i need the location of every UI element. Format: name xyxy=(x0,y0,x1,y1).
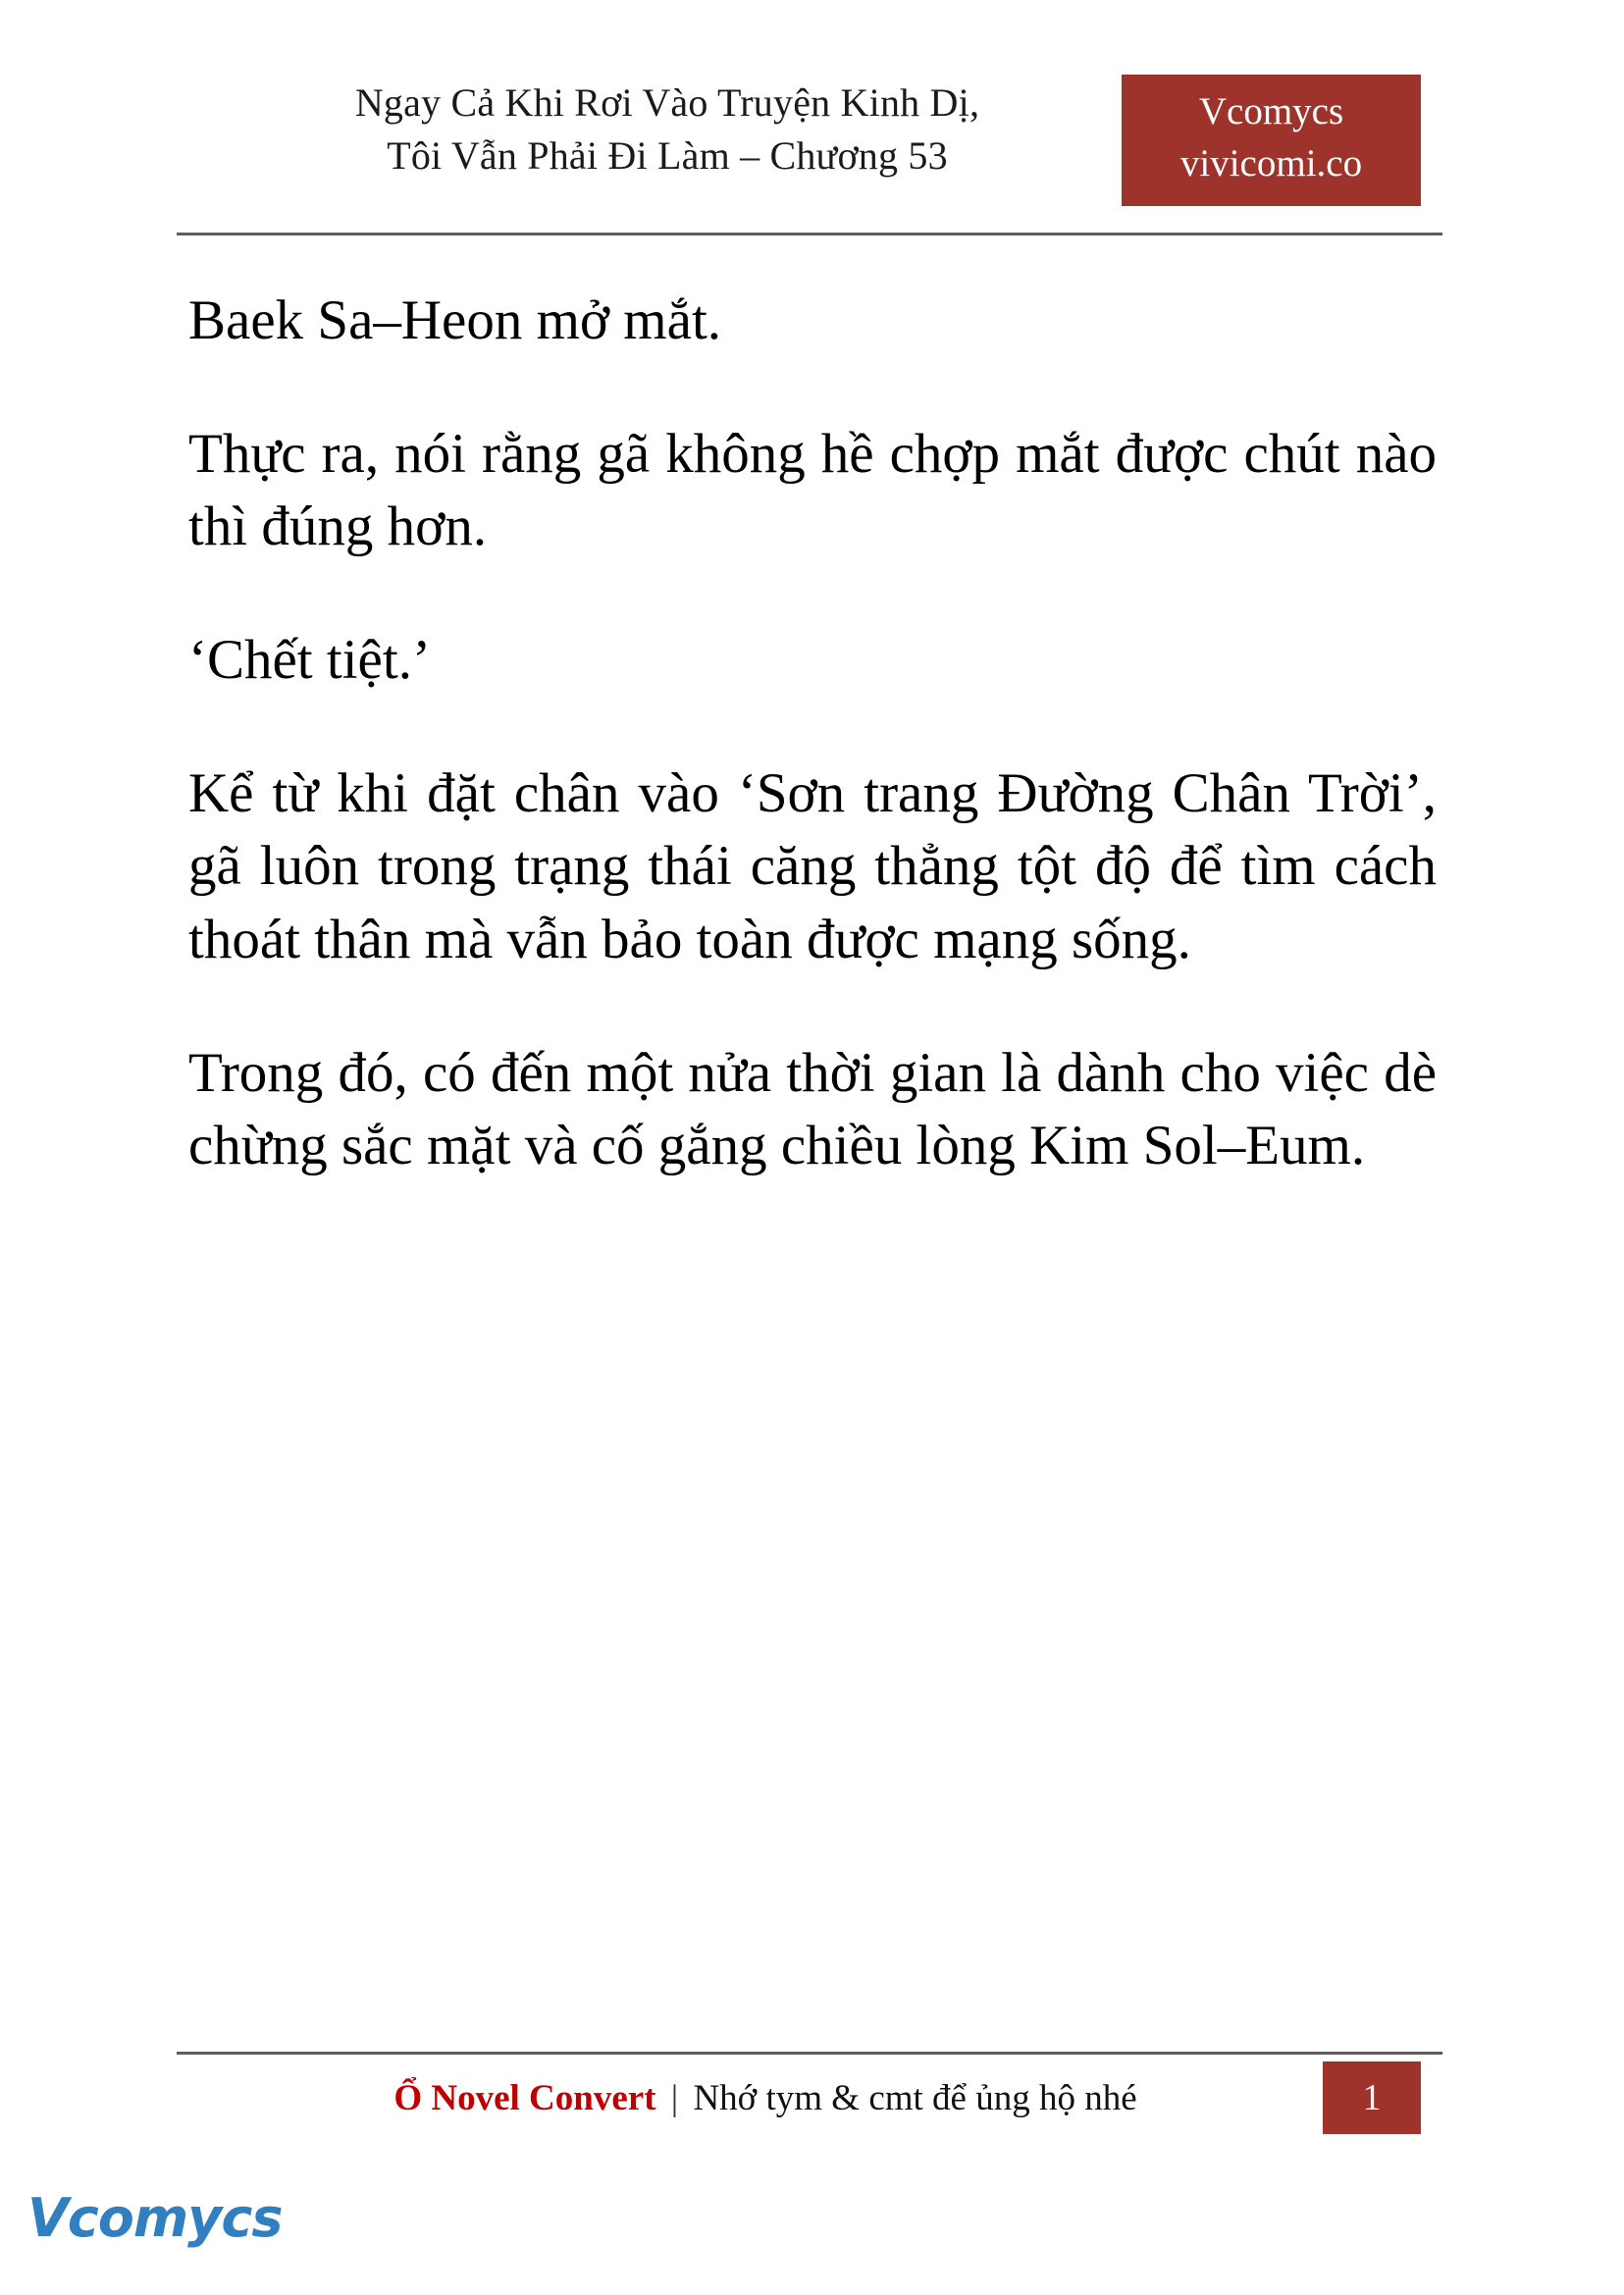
chapter-title xyxy=(177,77,1158,183)
watermark-text: Vcomycs xyxy=(27,2187,283,2249)
vcomycs-watermark-logo xyxy=(27,2176,283,2261)
chapter-title-line-1: Ngay Cả Khi Rơi Vào Truyện Kinh Dị, xyxy=(354,80,980,125)
page-header xyxy=(177,77,1442,219)
paragraph: Thực ra, nói rằng gã không hề chợp mắt được chút nào thì đúng hơn. xyxy=(188,423,1437,558)
paragraph: ‘Chết tiệt.’ xyxy=(188,629,431,692)
paragraph: Kể từ khi đặt chân vào ‘Sơn trang Đường Chân Trời’, gã luôn trong trạng thái căng thẳng tột độ để tìm cách thoát thân mà vẫn bảo toàn được mạng sống. xyxy=(188,762,1437,970)
footer-separator: | xyxy=(670,2078,679,2118)
chapter-title-line-2: Tôi Vẫn Phải Đi Làm – Chương 53 xyxy=(387,133,948,178)
page-number: 1 xyxy=(1323,2061,1421,2134)
site-badge-url: vivicomi.co xyxy=(1179,141,1363,184)
header-divider xyxy=(177,233,1442,235)
site-badge xyxy=(1122,75,1421,206)
site-badge-name: Vcomycs xyxy=(1198,90,1344,132)
page-footer xyxy=(177,2064,1442,2135)
paragraph: Trong đó, có đến một nửa thời gian là dành cho việc dè chừng sắc mặt và cố gắng chiều lòng Kim Sol–Eum. xyxy=(188,1041,1437,1176)
footer-credit xyxy=(177,2064,1354,2133)
body-text xyxy=(188,285,1437,1182)
paragraph: Baek Sa–Heon mở mắt. xyxy=(188,289,722,351)
footer-brand: Ổ Novel Convert xyxy=(393,2078,656,2118)
footer-divider xyxy=(177,2052,1442,2055)
footer-note: Nhớ tym & cmt để ủng hộ nhé xyxy=(693,2078,1137,2118)
